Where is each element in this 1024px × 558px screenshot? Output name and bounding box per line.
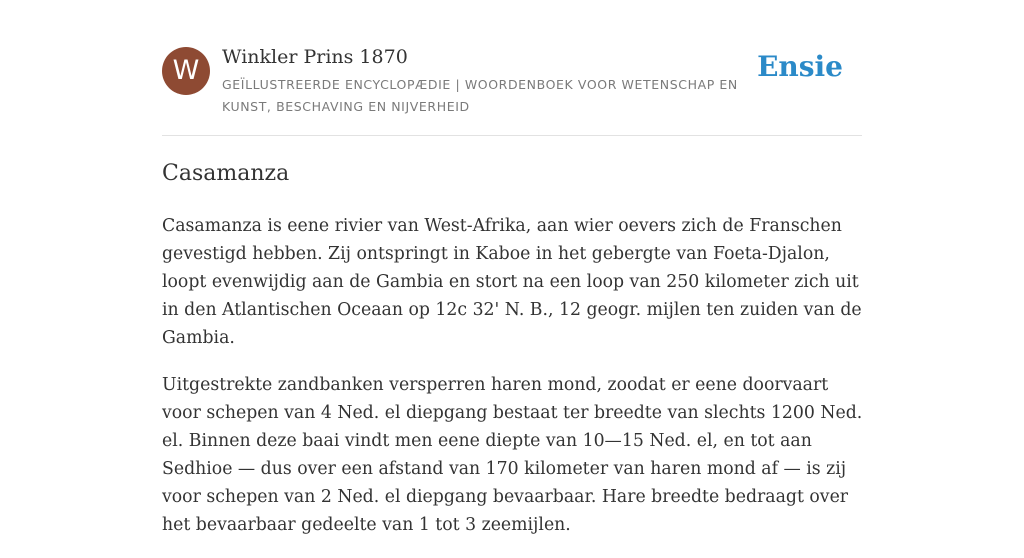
article-paragraph: Uitgestrekte zandbanken versperren haren mond, zoodat er eene doorvaart voor schepen van 4 Ned. el diepgang bestaat ter breedte van slechts 1200 Ned. el. Binnen deze baai vindt men eene diepte van 10—15 Ned. el, en tot aan Sedhioe — dus over een afstand van 170 kilometer van haren mond af — is zij voor schepen van 2 Ned. el diepgang bevaarbaar. Hare breedte bedraagt over het bevaarbaar gedeelte van 1 tot 3 zeemijlen. <box>162 375 863 535</box>
article-body <box>162 212 867 558</box>
ensie-logo-link[interactable]: Ensie <box>757 50 843 83</box>
header-divider <box>162 135 862 136</box>
publication-avatar[interactable]: W <box>162 47 210 95</box>
publication-subtitle: GEÏLLUSTREERDE ENCYCLOPÆDIE | WOORDENBOEK VOOR WETENSCHAP EN KUNST, BESCHAVING EN NIJVERHEID <box>222 77 738 114</box>
article-title: Casamanza <box>162 161 290 186</box>
publication-header <box>162 44 862 118</box>
publication-title[interactable]: Winkler Prins 1870 <box>222 46 408 68</box>
article-paragraph: Casamanza is eene rivier van West-Afrika, aan wier oevers zich de Franschen gevestigd hebben. Zij ontspringt in Kaboe in het gebergte van Foeta-Djalon, loopt evenwijdig aan de Gambia en stort na een loop van 250 kilometer zich uit in den Atlantischen Oceaan op 12c 32' N. B., 12 geogr. mijlen ten zuiden van de Gambia. <box>162 216 862 348</box>
